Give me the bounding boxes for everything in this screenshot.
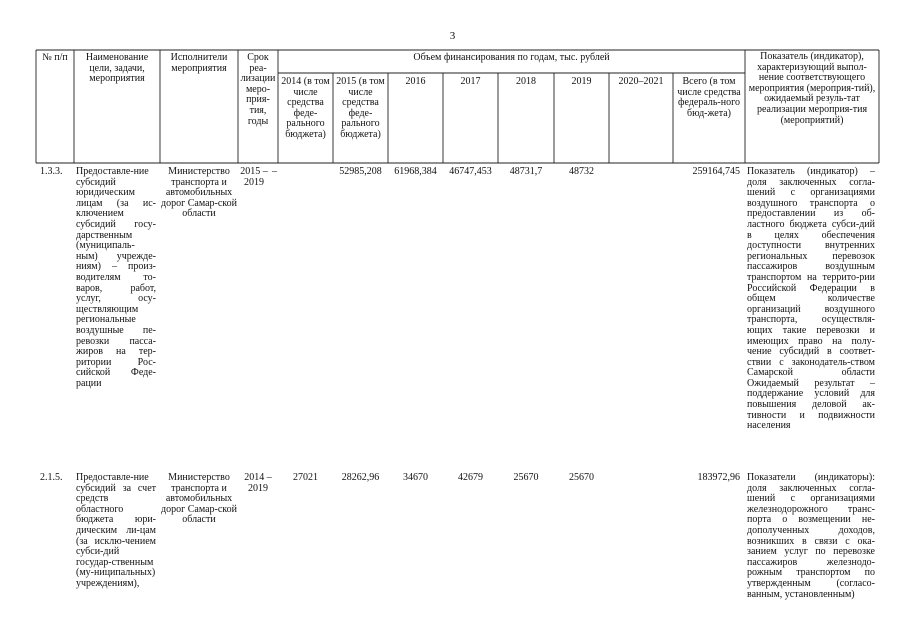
header-year-2016: 2016 (405, 76, 426, 87)
header-term: Срок реа-лизации меро-прия-тия, годы (240, 52, 276, 127)
row-1-num: 1.3.3. (40, 166, 63, 177)
header-executors: Исполнители мероприятия (170, 52, 228, 74)
row-2-indicator: Показатели (индикаторы): доля заключенных согла-шений с организациями железнодорожного транс-порта о возмещении не-дополученных доходов, возникших в связи с ока-занием услуг по перевозке пассажиров железнодо-рожным транспортом по утвержденным (согласо-ванным, установленным) (747, 472, 875, 600)
header-year-2020-2021: 2020–2021 (618, 76, 664, 87)
row-2-value-2019: 25670 (569, 472, 594, 483)
header-name: Наименование цели, задачи, мероприятия (85, 52, 149, 85)
row-2-num: 2.1.5. (40, 472, 63, 483)
row-2-executors: Министерство транспорта и автомобильных дорог Самар-ской области (161, 472, 237, 526)
header-indicator: Показатель (индикатор), характеризующий выпол-нение соответствующего мероприятия (мероприя-тий), ожидаемый резуль-тат реализации мероприя-тия (мероприятий) (748, 51, 876, 126)
row-1-executors: Министерство транспорта и автомобильных дорог Самар-ской области (161, 166, 237, 220)
header-year-2015: 2015 (в том числе средства феде-рального бюджета) (336, 76, 385, 140)
row-2-value-2014: 27021 (293, 472, 318, 483)
page-number: 3 (449, 30, 456, 42)
row-1-value-2014: – (272, 166, 277, 177)
header-year-2019: 2019 (571, 76, 592, 87)
header-num: № п/п (42, 52, 68, 63)
row-1-indicator: Показатель (индикатор) – доля заключенных согла-шений с организациями воздушного транспорта о предоставлении из об-ластного бюджета субси-дий в целях обеспечения доступности внутренних региональных перевозок пассажиров воздушным транспортом на террито-рии Российской Федерации в общем количестве организаций воздушного транспорта, осуществля-ющих такие перевозки и имеющих право на полу-чение субсидий в соответ-ствии с законодатель-ством Самарской области Ожидаемый результат – поддержание условий для повышения деловой ак-тивности и подвижности населения (747, 166, 875, 432)
row-2-value-2018: 25670 (513, 472, 539, 483)
row-1-value-2019: 48732 (569, 166, 594, 177)
header-year-2014: 2014 (в том числе средства феде-рального бюджета) (281, 76, 330, 140)
header-total: Всего (в том числе средства федераль-ного бюд-жета) (677, 76, 741, 119)
row-1-value-2015: 52985,208 (339, 166, 382, 177)
row-2-value-2017: 42679 (458, 472, 483, 483)
row-1-name: Предоставле-ние субсидий юридическим лицам (за ис-ключением субсидий госу-дарственным (муниципаль-ным) учрежде-ниям) – произ-водителям то-варов, работ, услуг, осу-ществляющим региональные воздушные пе-ревозки пасса-жиров на тер-ритории Рос-сийской Феде-рации (76, 166, 156, 389)
row-1-term: 2015 – 2019 (240, 166, 268, 188)
row-1-value-2016: 61968,384 (394, 166, 437, 177)
header-year-2018: 2018 (516, 76, 536, 87)
row-2-value-2016: 34670 (403, 472, 428, 483)
header-year-2017: 2017 (460, 76, 481, 87)
row-2-term: 2014 – 2019 (244, 472, 272, 494)
row-2-total: 183972,96 (697, 472, 740, 483)
row-1-total: 259164,745 (692, 166, 740, 177)
row-2-name: Предоставле-ние субсидий за счет средств областного бюджета юри-дическим ли-цам (за исклю-чением субси-дий государ-ственным (му-ниципальных) учреждениям), (76, 472, 156, 589)
header-funding-group: Объем финансирования по годам, тыс. рублей (413, 52, 610, 63)
row-2-value-2015: 28262,96 (341, 472, 380, 483)
row-1-value-2018: 48731,7 (509, 166, 543, 177)
row-1-value-2017: 46747,453 (449, 166, 492, 177)
